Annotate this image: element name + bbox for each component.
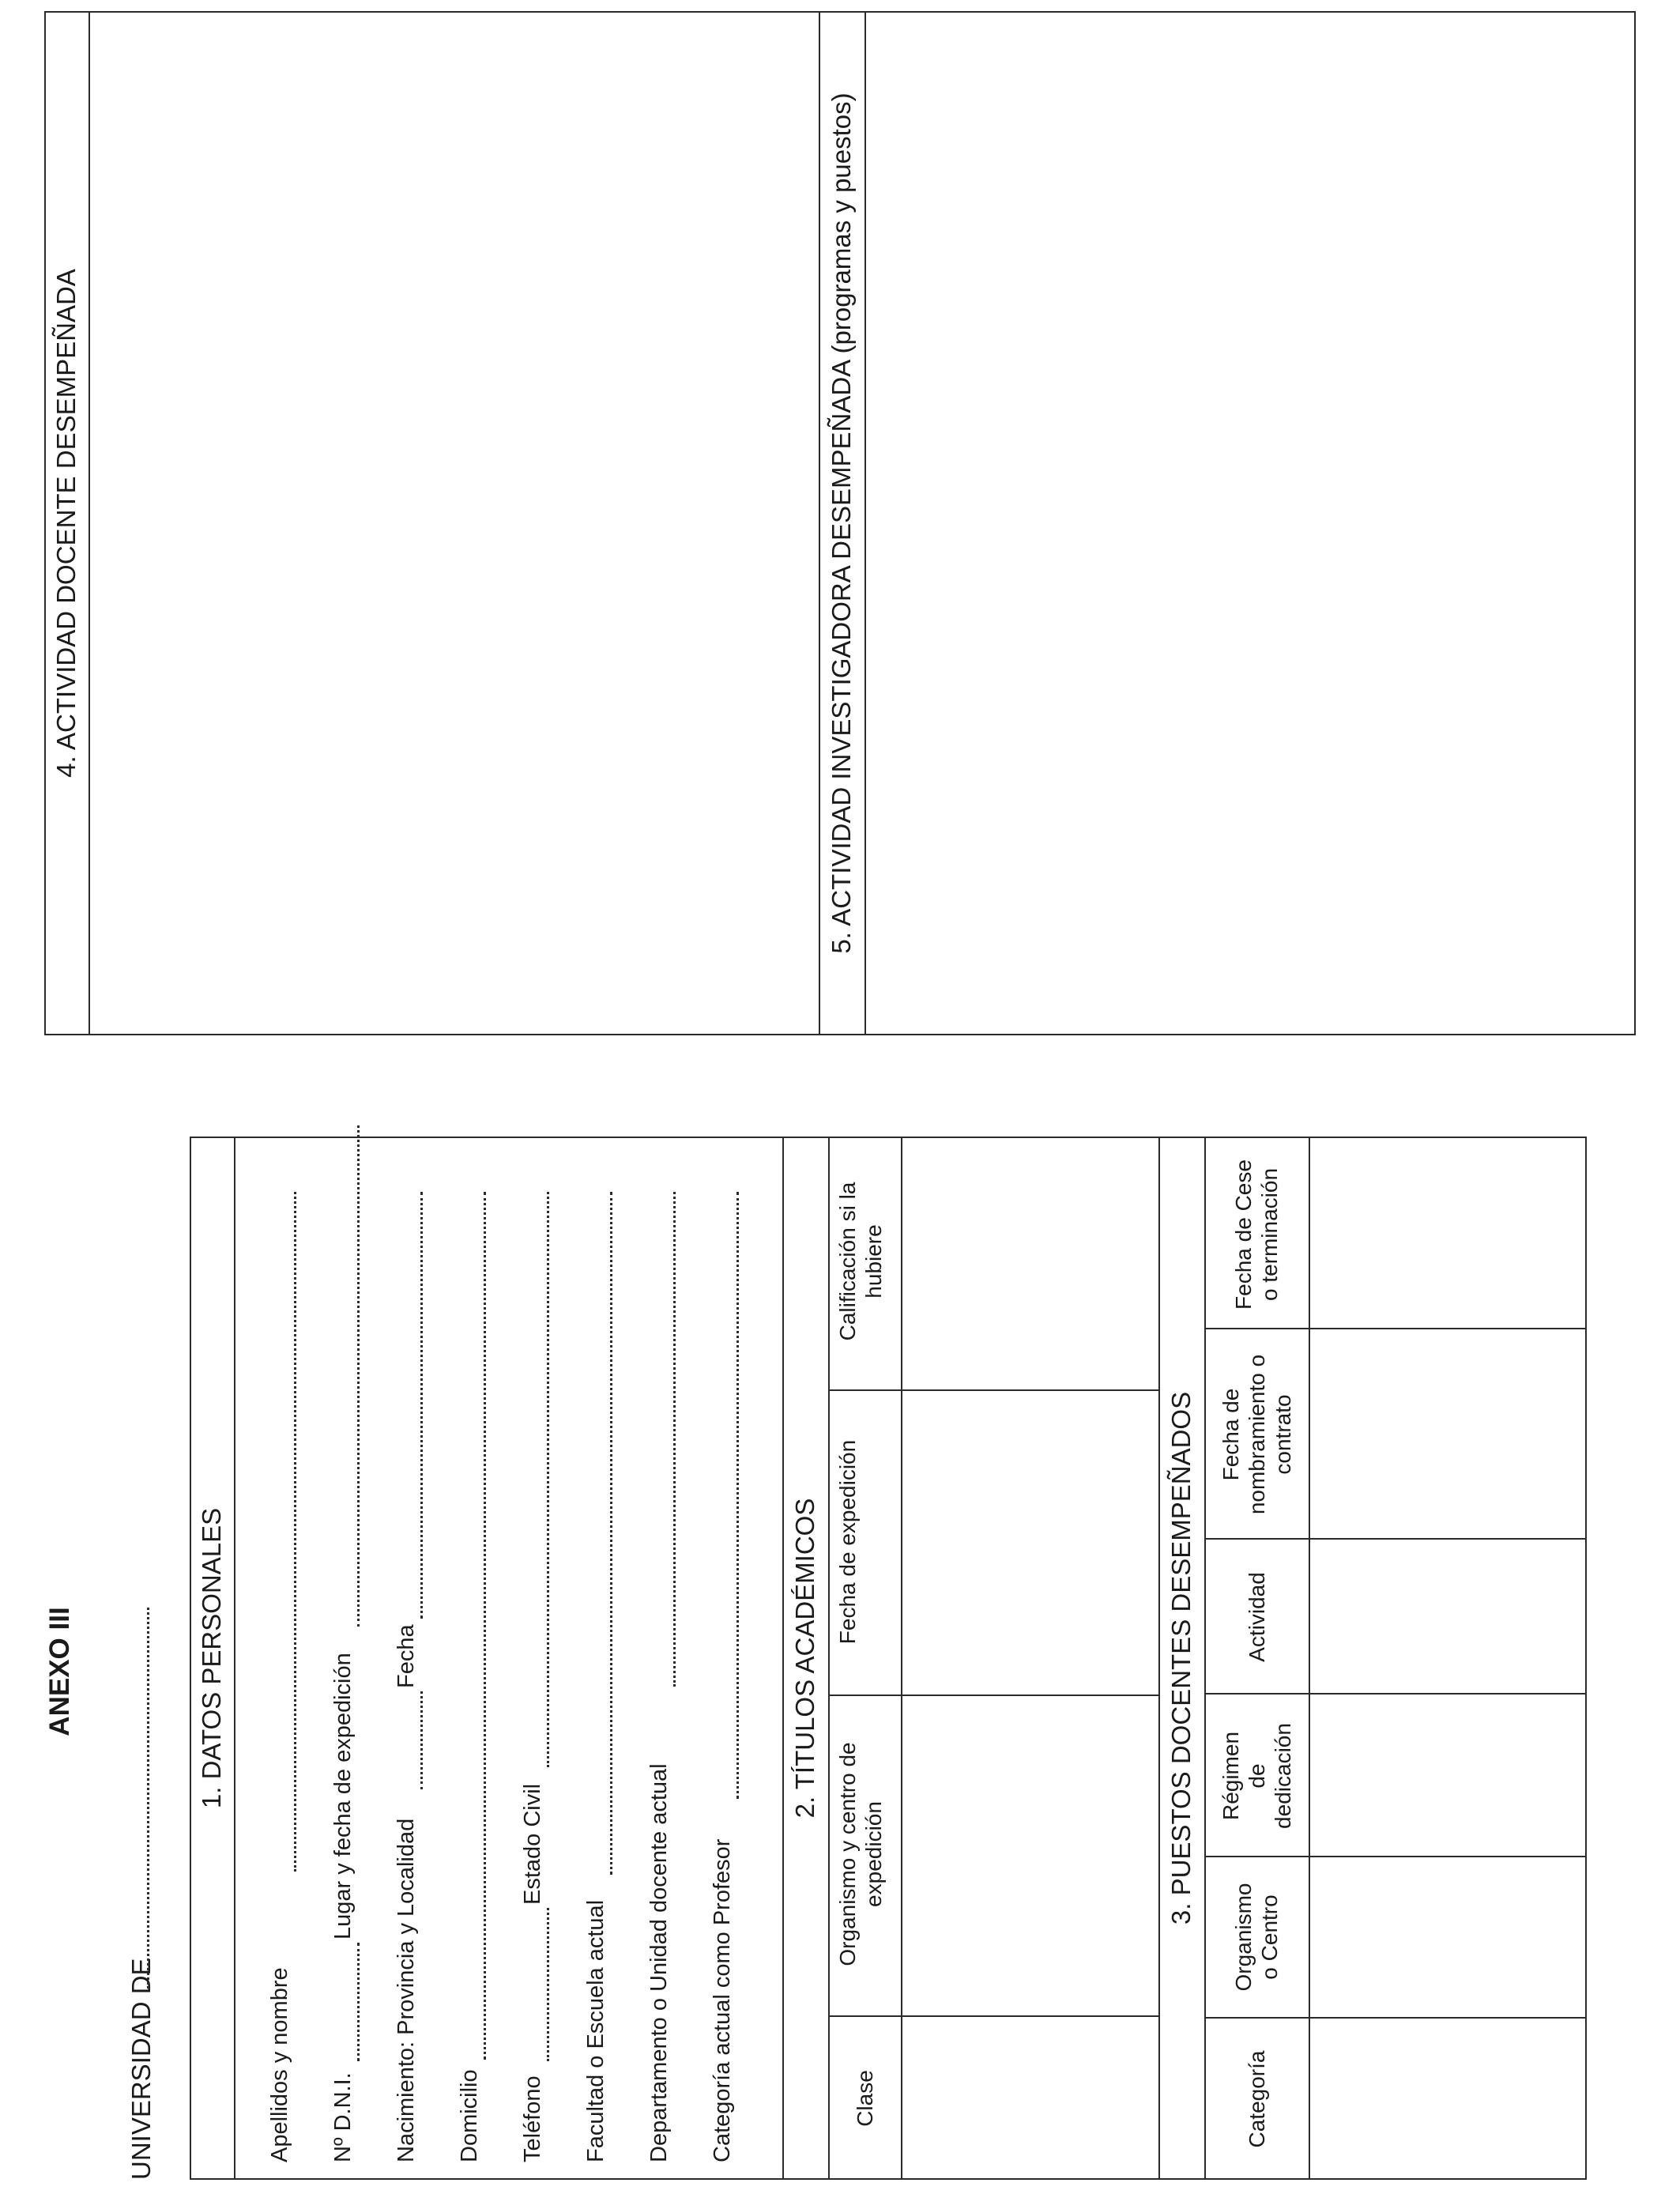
positions-col-divider-2 xyxy=(1204,1856,1587,1857)
field-address-label: Domicilio xyxy=(457,2069,482,2162)
degrees-col-divider-3 xyxy=(828,1389,1158,1391)
field-faculty-line[interactable] xyxy=(610,1192,612,1875)
field-name-label: Apellidos y nombre xyxy=(267,1967,292,2162)
field-address-line[interactable] xyxy=(484,1192,486,2060)
annex-title: ANEXO III xyxy=(44,1607,75,1736)
field-phone-label: Teléfono xyxy=(520,2075,545,2162)
degrees-columns-divider xyxy=(901,1137,902,2180)
university-dotted-line xyxy=(147,1608,149,1989)
positions-col-cese: Fecha de Cese o terminación xyxy=(1231,1159,1282,1310)
field-birth-label: Nacimiento: Provincia y Localidad xyxy=(394,1818,419,2162)
field-department-label: Departamento o Unidad docente actual xyxy=(646,1763,672,2162)
field-dni-place-label: Lugar y fecha de expedición xyxy=(330,1653,356,1940)
field-dni-line[interactable] xyxy=(357,1943,360,2061)
field-phone-line[interactable] xyxy=(547,1908,549,2061)
positions-col-nombramiento: Fecha de nombramiento o contrato xyxy=(1218,1354,1295,1515)
positions-col-actividad: Actividad xyxy=(1244,1572,1269,1662)
teaching-heading: 4. ACTIVIDAD DOCENTE DESEMPEÑADA xyxy=(51,269,81,778)
field-category-line[interactable] xyxy=(736,1192,739,1799)
field-birth-date-label: Fecha xyxy=(394,1624,419,1688)
degrees-col-clase: Clase xyxy=(852,2070,877,2127)
field-faculty-label: Facultad o Escuela actual xyxy=(583,1899,608,2162)
university-label: UNIVERSIDAD DE xyxy=(126,1958,156,2180)
positions-columns-divider xyxy=(1309,1137,1310,2180)
field-dni-place-line[interactable] xyxy=(357,1125,360,1627)
degrees-col-organismo: Organismo y centro de expedición xyxy=(835,1742,886,1966)
teaching-heading-divider xyxy=(89,11,90,1035)
degrees-col-divider-2 xyxy=(828,1695,1158,1696)
positions-col-organismo: Organismo o Centro xyxy=(1231,1883,1282,1992)
field-dni-label: Nº D.N.I. xyxy=(330,2072,356,2162)
research-heading: 5. ACTIVIDAD INVESTIGADORA DESEMPEÑADA (programas y puestos) xyxy=(827,92,856,954)
field-civil-status-line[interactable] xyxy=(547,1192,549,1767)
positions-col-regimen: Régimen de dedicación xyxy=(1218,1723,1295,1829)
field-department-line[interactable] xyxy=(673,1192,676,1687)
research-heading-divider xyxy=(864,11,866,1035)
degrees-heading: 2. TÍTULOS ACADÉMICOS xyxy=(790,1498,819,1819)
positions-heading: 3. PUESTOS DOCENTES DESEMPEÑADOS xyxy=(1166,1391,1196,1925)
degrees-col-fecha: Fecha de expedición xyxy=(835,1439,860,1645)
positions-col-divider-5 xyxy=(1204,1328,1587,1329)
personal-heading-divider xyxy=(234,1137,235,2180)
field-category-label: Categoría actual como Profesor xyxy=(710,1838,735,2162)
positions-col-categoria: Categoría xyxy=(1244,2050,1269,2148)
field-civil-status-label: Estado Civil xyxy=(520,1783,545,1905)
field-name-line[interactable] xyxy=(294,1192,296,1872)
personal-heading: 1. DATOS PERSONALES xyxy=(197,1507,226,1809)
field-birth-date-line[interactable] xyxy=(420,1192,423,1619)
degrees-col-calificacion: Calificación si la hubiere xyxy=(835,1182,886,1341)
field-birth-line[interactable] xyxy=(420,1691,423,1789)
